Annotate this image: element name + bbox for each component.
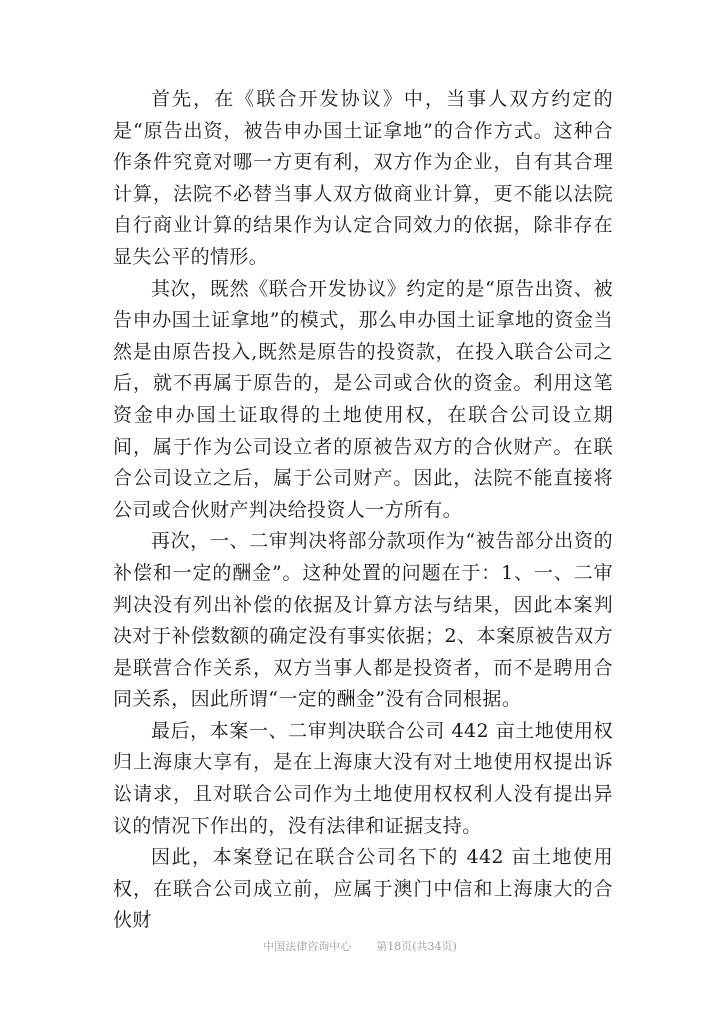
paragraph-fifth: 因此，本案登记在联合公司名下的 442 亩土地使用权，在联合公司成立前，应属于澳门中信和上海康大的合伙财 [113,846,613,932]
paragraph-fourth: 最后，本案一、二审判决联合公司 442 亩土地使用权归上海康大享有，是在上海康大没有对土地使用权提出诉讼请求，且对联合公司作为土地使用权权利人没有提出异议的情况下作出的，没有法律和证据支持。 [113,719,613,837]
paragraph-third: 再次，一、二审判决将部分款项作为“被告部分出资的补偿和一定的酬金”。这种处置的问题在于：1、一、二审判决没有列出补偿的依据及计算方法与结果，因此本案判决对于补偿数额的确定没有事实依据；2、本案原被告双方是联营合作关系，双方当事人都是投资者，而不是聘用合同关系，因此所谓“一定的酬金”没有合同根据。 [113,530,613,711]
document-body [113,84,613,937]
paragraph-second: 其次，既然《联合开发协议》约定的是“原告出资、被告申办国土证拿地”的模式，那么申办国土证拿地的资金当然是由原告投入,既然是原告的投资款，在投入联合公司之后，就不再属于原告的，是公司或合伙的资金。利用这笔资金申办国土证取得的土地使用权，在联合公司设立期间，属于作为公司设立者的原被告双方的合伙财产。在联合公司设立之后，属于公司财产。因此，法院不能直接将公司或合伙财产判决给投资人一方所有。 [113,277,613,521]
footer-page-number: 第18页(共34页) [376,940,457,953]
page-footer [0,938,720,954]
footer-source: 中国法律咨询中心 [263,940,352,953]
paragraph-first: 首先，在《联合开发协议》中，当事人双方约定的是“原告出资，被告申办国土证拿地”的合作方式。这种合作条件究竟对哪一方更有利，双方作为企业，自有其合理计算，法院不必替当事人双方做商业计算，更不能以法院自行商业计算的结果作为认定合同效力的依据，除非存在显失公平的情形。 [113,88,613,268]
